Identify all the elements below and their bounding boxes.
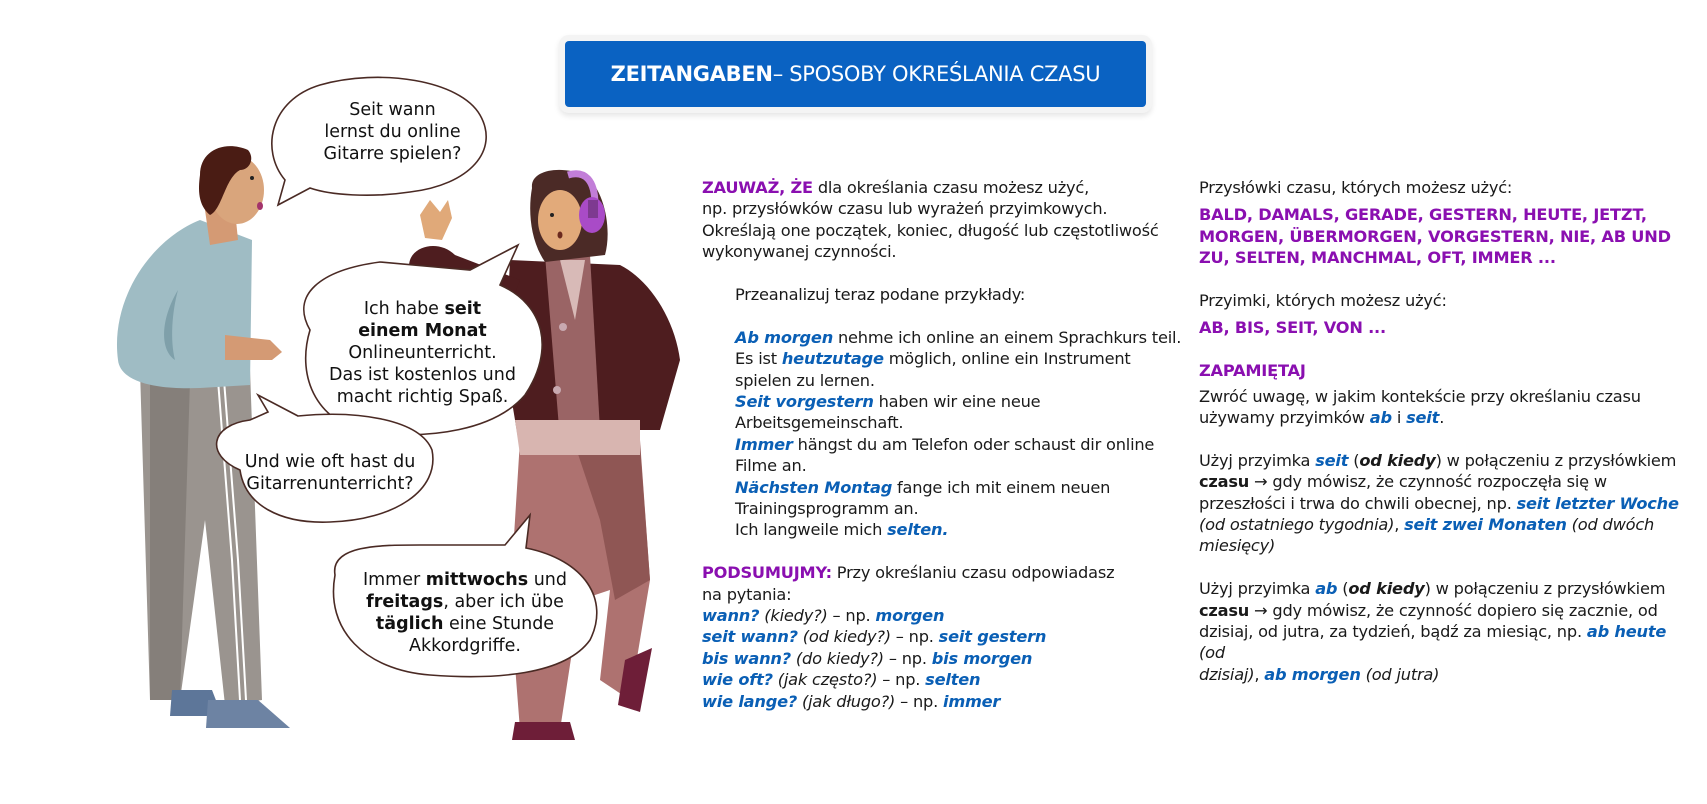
rule-translation: miesięcy): [1199, 536, 1276, 556]
remember-text: Zwróć uwagę, w jakim kontekście przy określaniu czasu: [1199, 386, 1641, 406]
bubble-line: [363, 569, 567, 591]
question-pl: (do kiedy?): [790, 648, 884, 668]
question-example: immer: [942, 691, 1001, 711]
adverbs-line: BALD, DAMALS, GERADE, GESTERN, HEUTE, JETZT,: [1199, 205, 1647, 225]
bubble-line: Das ist kostenlos und: [329, 364, 516, 385]
question-de: wann?: [702, 606, 760, 626]
rule-translation: (od jutra): [1360, 664, 1440, 684]
rule-translation: dzisiaj): [1199, 664, 1255, 684]
example-text: Es ist: [735, 349, 782, 369]
rule-example: seit zwei Monaten: [1404, 515, 1567, 535]
np-text: – np.: [877, 670, 926, 690]
question-example: seit gestern: [938, 627, 1047, 647]
adverbs-list: [1199, 204, 1684, 268]
example-keyword: Seit vorgestern: [735, 392, 874, 412]
example-text: Ich langweile mich: [735, 520, 888, 540]
rule-question: od kiedy: [1359, 450, 1436, 470]
example-keyword: Ab morgen: [735, 327, 834, 347]
prepositions-heading: Przyimki, których możesz użyć:: [1199, 291, 1447, 311]
remember-text: i: [1391, 408, 1407, 428]
rule-text: (: [1348, 450, 1360, 470]
rule-example: ab morgen: [1264, 664, 1361, 684]
intro-text: wykonywanej czynności.: [702, 242, 897, 262]
bubble-bold-text: seit: [444, 298, 482, 319]
bubble-line: Onlineunterricht.: [348, 342, 497, 363]
rule-ab-paragraph: [1199, 578, 1684, 685]
np-text: – np.: [890, 627, 939, 647]
keyword-ab: ab: [1315, 579, 1338, 599]
rule-example: seit letzter Woche: [1516, 493, 1679, 513]
remember-text: używamy przyimków: [1199, 408, 1370, 428]
question-example: bis morgen: [931, 648, 1033, 668]
title-rest: – SPOSOBY OKREŚLANIA CZASU: [772, 62, 1101, 86]
rule-text: → gdy mówisz, że czynność rozpoczęła się w: [1249, 472, 1607, 492]
bubble-line: Seit wann: [349, 100, 436, 120]
keyword-seit: seit: [1406, 408, 1440, 428]
example-text: Trainingsprogramm an.: [735, 499, 919, 519]
question-pl: (jak długo?): [797, 691, 896, 711]
bubble-text: Immer: [362, 569, 426, 590]
speech-bubble-wie-oft: [225, 440, 435, 505]
rule-text: dzisiaj, od jutra, za tydzień, bądź za miesiąc, np.: [1199, 622, 1587, 642]
question-de: wie lange?: [702, 691, 798, 711]
example-keyword: Nächsten Montag: [735, 477, 893, 497]
example-text: nehme ich online an einem Sprachkurs teil.: [833, 327, 1182, 347]
adverbs-heading: Przysłówki czasu, których możesz użyć:: [1199, 178, 1513, 197]
intro-text: dla określania czasu możesz użyć,: [812, 178, 1090, 197]
bubble-line: Gitarrenunterricht?: [246, 473, 414, 494]
intro-paragraph: [702, 177, 1192, 263]
podsumujmy-label: PODSUMUJMY:: [702, 563, 832, 583]
remember-paragraph: [1199, 386, 1684, 429]
question-de: wie oft?: [702, 670, 773, 690]
rule-bold: czasu: [1199, 600, 1250, 620]
rule-text: ,: [1254, 664, 1265, 684]
bubble-line: lernst du online: [324, 122, 461, 142]
rule-text: Użyj przyimka: [1199, 579, 1316, 599]
question-pl: (od kiedy?): [797, 627, 891, 647]
summary-text: Przy określaniu czasu odpowiadasz: [831, 563, 1115, 583]
illustration-scene: [0, 0, 700, 800]
bubble-text: , aber ich übe: [443, 591, 564, 612]
bubble-bold-text: freitags: [366, 591, 444, 612]
title-bold: ZEITANGABEN: [610, 62, 773, 86]
intro-text: np. przysłówków czasu lub wyrażeń przyimkowych.: [702, 199, 1108, 219]
bubble-line: macht richtig Spaß.: [336, 386, 509, 407]
rule-translation: (od dwóch: [1566, 515, 1655, 535]
example-keyword: Immer: [735, 434, 793, 454]
summary-text: na pytania:: [702, 584, 792, 604]
bubble-bold-text: täglich: [375, 613, 444, 634]
bubble-line: Und wie oft hast du: [244, 451, 416, 472]
rule-translation: (od: [1199, 643, 1225, 663]
rule-text: ) w połączeniu z przysłówkiem: [1435, 450, 1677, 470]
example-text: Filme an.: [735, 456, 807, 476]
example-text: Arbeitsgemeinschaft.: [735, 413, 904, 433]
bubble-line: Gitarre spielen?: [323, 144, 462, 164]
intro-text: Określają one początek, koniec, długość lub częstotliwość: [702, 220, 1159, 240]
right-column: [1199, 177, 1684, 685]
examples-section: [702, 284, 1192, 541]
rule-translation: (od ostatniego tygodnia): [1199, 515, 1395, 535]
rule-text: (: [1337, 579, 1349, 599]
middle-column: [702, 177, 1192, 712]
bubble-bold-text: mittwochs: [425, 569, 529, 590]
example-text: fange ich mit einem neuen: [892, 477, 1111, 497]
question-pl: (jak często?): [772, 670, 878, 690]
examples-heading: Przeanalizuj teraz podane przykłady:: [735, 285, 1026, 305]
example-list: [735, 327, 1192, 541]
bubble-text: und: [528, 569, 568, 590]
np-text: – np.: [827, 606, 876, 626]
rule-seit-paragraph: [1199, 450, 1684, 557]
question-example: selten: [925, 670, 981, 690]
np-text: – np.: [895, 691, 943, 711]
rule-bold: czasu: [1199, 472, 1250, 492]
rule-text: ,: [1394, 515, 1405, 535]
speech-bubble-seit-wann: [300, 92, 485, 172]
question-pl: (kiedy?): [759, 606, 828, 626]
keyword-seit: seit: [1315, 450, 1349, 470]
prepositions-list: AB, BIS, SEIT, VON ...: [1199, 318, 1386, 338]
rule-text: Użyj przyimka: [1199, 450, 1316, 470]
bubble-text: Ich habe: [363, 298, 445, 319]
example-text: spielen zu lernen.: [735, 370, 875, 390]
bubble-line: Akkordgriffe.: [409, 635, 521, 656]
question-de: bis wann?: [702, 648, 791, 668]
speech-bubble-immer-mittwochs: [345, 560, 585, 665]
adverbs-line: MORGEN, ÜBERMORGEN, VORGESTERN, NIE, AB UND: [1199, 226, 1671, 246]
rule-question: od kiedy: [1348, 579, 1425, 599]
summary-section: [702, 562, 1192, 712]
zapamietaj-label: ZAPAMIĘTAJ: [1199, 361, 1306, 381]
keyword-ab: ab: [1369, 408, 1392, 428]
zauwaz-label: ZAUWAŻ, ŻE: [702, 178, 813, 197]
example-keyword: heutzutage: [781, 349, 884, 369]
question-de: seit wann?: [702, 627, 798, 647]
np-text: – np.: [883, 648, 932, 668]
bubble-line: [363, 613, 567, 635]
question-example: morgen: [875, 606, 945, 626]
bubble-line: [363, 591, 567, 613]
example-keyword: selten.: [887, 520, 949, 540]
bubble-line: [329, 298, 516, 320]
rule-example: ab heute: [1586, 622, 1667, 642]
rule-text: ) w połączeniu z przysłówkiem: [1424, 579, 1666, 599]
rule-text: przeszłości i trwa do chwili obecnej, np.: [1199, 493, 1517, 513]
adverbs-line: ZU, SELTEN, MANCHMAL, OFT, IMMER ...: [1199, 248, 1556, 268]
remember-text: .: [1439, 408, 1445, 428]
bubble-text: eine Stunde: [443, 613, 555, 634]
bubble-bold-line: einem Monat: [358, 320, 487, 341]
example-text: haben wir eine neue: [873, 392, 1041, 412]
example-text: hängst du am Telefon oder schaust dir online: [792, 434, 1155, 454]
speech-bubble-ich-habe: [305, 290, 540, 415]
rule-text: → gdy mówisz, że czynność dopiero się zacznie, od: [1249, 600, 1658, 620]
example-text: möglich, online ein Instrument: [883, 349, 1131, 369]
